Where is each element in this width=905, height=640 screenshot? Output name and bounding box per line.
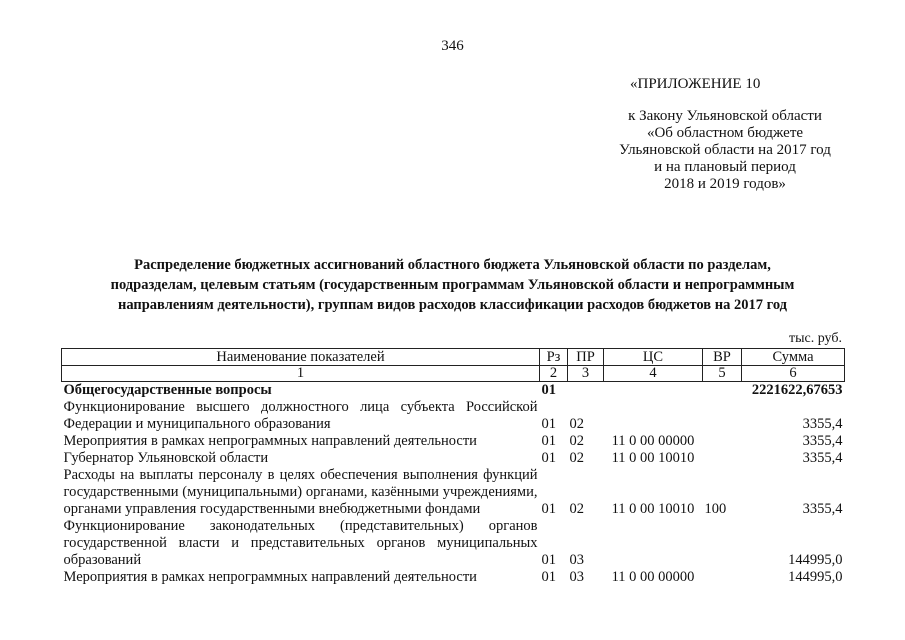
table-row [62,450,845,467]
row-pr: 02 [569,501,584,517]
law-reference [560,108,890,193]
row-vr [703,450,742,467]
row-name: Мероприятия в рамках непрограммных направлений деятельности [63,433,477,449]
header-pr: ПР [568,349,604,366]
row-cs: 11 0 00 00000 [611,569,695,585]
document-title-line: Распределение бюджетных ассигнований областного бюджета Ульяновской области по разделам, [134,257,771,273]
column-number: 6 [742,366,845,382]
row-vr [703,569,742,586]
row-vr: 100 [704,501,727,517]
table-row [62,382,845,400]
row-vr [703,382,742,400]
row-vr [703,518,742,569]
row-pr: 02 [569,416,584,432]
row-name: Мероприятия в рамках непрограммных направлений деятельности [63,569,477,585]
law-reference-line: и на плановый период [654,159,796,175]
row-cs [604,518,703,569]
law-reference-line: «Об областном бюджете [646,125,804,141]
column-number: 2 [540,366,568,382]
row-sum: 3355,4 [802,416,843,432]
table-row [62,467,845,518]
budget-table [61,348,845,586]
column-number: 1 [62,366,540,382]
row-rz: 01 [541,382,556,398]
row-rz: 01 [541,416,556,432]
row-cs: 11 0 00 10010 [611,450,695,466]
row-sum: 144995,0 [788,569,843,585]
row-sum: 144995,0 [788,552,843,568]
table-row [62,433,845,450]
header-vr: ВР [703,349,742,366]
row-name: Функционирование законодательных (представительных) органов государственной власти и представительных органов муниципальных образований [63,518,538,568]
row-sum: 3355,4 [802,433,843,449]
column-number: 3 [568,366,604,382]
row-cs [604,399,703,433]
law-reference-line: 2018 и 2019 годов» [664,176,786,192]
row-name: Расходы на выплаты персоналу в целях обеспечения выполнения функций государственными (муниципальными) органами, казёнными учреждениями, органами управления государственными внебюджетными фондами [63,467,538,517]
row-cs: 11 0 00 00000 [611,433,695,449]
header-sum: Сумма [742,349,845,366]
row-name: Губернатор Ульяновской области [63,450,269,466]
row-rz: 01 [541,433,556,449]
column-numbers-row [62,366,845,382]
table-row [62,518,845,569]
row-vr [703,433,742,450]
row-pr: 02 [569,433,584,449]
row-pr: 02 [569,450,584,466]
table-row [62,399,845,433]
row-vr [703,399,742,433]
row-sum: 3355,4 [802,501,843,517]
row-sum: 3355,4 [802,450,843,466]
row-name: Общегосударственные вопросы [63,382,272,398]
table-header-row [62,349,845,366]
document-title-line: подразделам, целевым статьям (государственным программам Ульяновской области и непрограммным [110,277,795,293]
table-row [62,569,845,586]
row-rz: 01 [541,450,556,466]
law-reference-line: Ульяновской области на 2017 год [619,142,831,158]
units-label: тыс. руб. [789,331,842,346]
appendix-title: «ПРИЛОЖЕНИЕ 10 [630,76,761,92]
row-cs: 11 0 00 10010 [611,501,695,517]
row-pr: 03 [569,569,584,585]
column-number: 5 [703,366,742,382]
header-rz: Рз [540,349,568,366]
header-name: Наименование показателей [62,349,540,366]
row-pr: 03 [569,552,584,568]
row-name: Функционирование высшего должностного лица субъекта Российской Федерации и муниципального образования [63,399,538,432]
law-reference-line: к Закону Ульяновской области [628,108,822,124]
row-rz: 01 [541,501,556,517]
row-rz: 01 [541,569,556,585]
row-rz: 01 [541,552,556,568]
row-sum: 2221622,67653 [751,382,843,398]
column-number: 4 [604,366,703,382]
document-title-line: направлениям деятельности), группам видов расходов классификации расходов бюджетов на 2017 год [117,297,788,313]
row-cs [604,382,703,400]
row-pr [568,382,604,400]
header-cs: ЦС [604,349,703,366]
page-number: 346 [441,38,464,54]
document-title [90,255,815,315]
